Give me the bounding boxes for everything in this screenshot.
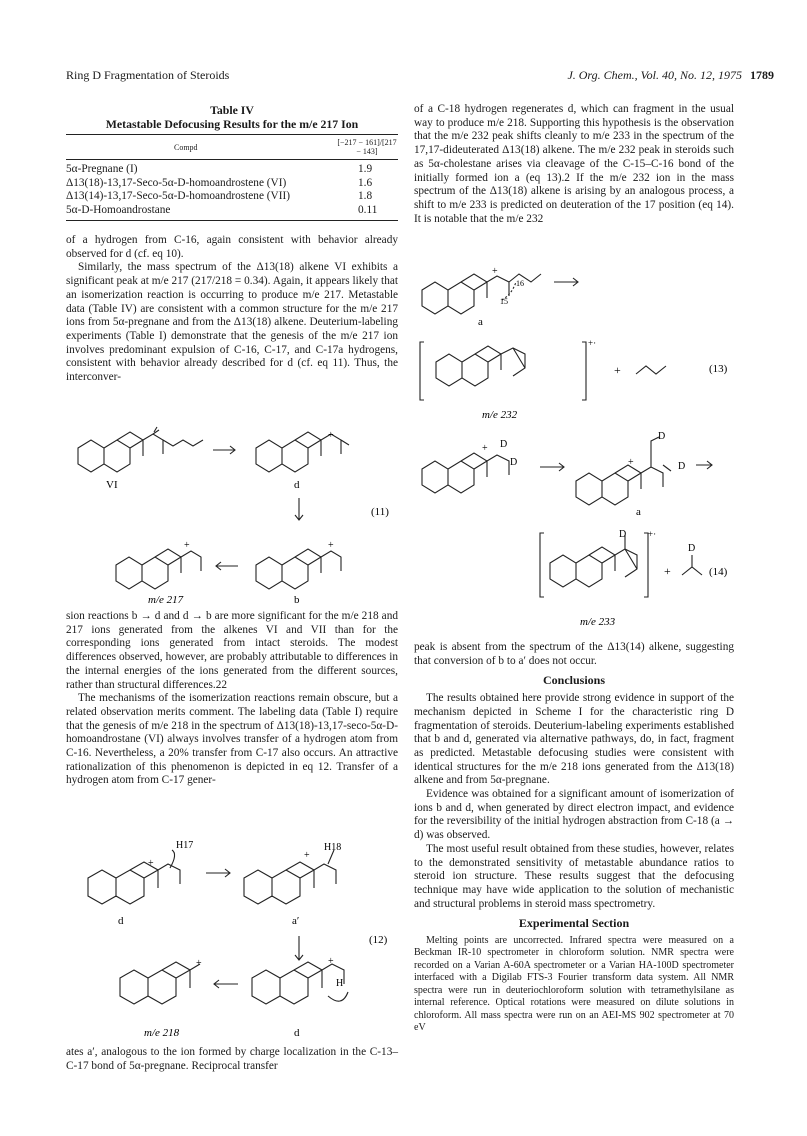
table-col-compd: Compd [174, 142, 198, 152]
svg-text:+: + [664, 564, 671, 578]
deuterated-propene-structure [682, 555, 702, 575]
steroid-structure-m233 [550, 535, 637, 587]
table-cell-value: 1.6 [358, 176, 373, 189]
paragraph: peak is absent from the spectrum of the Δ13(14) alkene, suggesting that conversion of b to a′ does not occur. [414, 641, 734, 667]
table-header-row [66, 135, 398, 159]
page-number: 1789 [750, 68, 774, 82]
label-d-eq12: d [118, 915, 124, 927]
steroid-structure-a-eq14 [576, 437, 671, 505]
journal-name: J. Org. Chem., Vol. 40, No. 12, 1975 [567, 68, 742, 82]
label-d: d [294, 479, 300, 491]
equation-14-scheme [414, 425, 734, 630]
table-cell-value: 1.9 [358, 163, 373, 175]
label-b: b [294, 594, 300, 605]
svg-text:+·: +· [588, 338, 597, 348]
label-d-atom: D [658, 431, 666, 442]
journal-citation [567, 68, 774, 83]
steroid-structure-d [256, 432, 349, 472]
svg-text:+: + [628, 457, 634, 468]
equation-11-scheme [66, 420, 398, 605]
equation-number-14: (14) [709, 566, 728, 578]
label-vi: VI [106, 479, 118, 491]
svg-text:+: + [328, 540, 334, 551]
reaction-arrow-right [554, 278, 578, 286]
steroid-structure-vi [78, 427, 203, 472]
paragraph: Similarly, the mass spectrum of the Δ13(18) alkene VI exhibits a significant peak at m/e 217 (217/218 = 0.34). Again, it appears likely that an isomerization reaction is occurring to produce m/e 217. Metastable data (Table IV) are consistent with a common structure for the m/e 217 ions from 5α-pregnane and from the Δ13(18) alkene. Deuterium-labeling experiments (Table I) demonstrate that the genesis of the m/e 217 ion involves predominant expulsion of C-16, C-17, and C-17a hydrogens, consistent with behavior already described for d (cf. eq 11). Thus, the interconver- [66, 261, 398, 384]
running-title: Ring D Fragmentation of Steroids [66, 68, 230, 82]
label-m218: m/e 218 [144, 1027, 180, 1038]
equation-12-scheme [66, 828, 398, 1038]
reaction-arrow-right [540, 463, 564, 471]
conclusions-heading: Conclusions [542, 673, 606, 688]
reaction-arrow-right [206, 869, 230, 877]
paragraph: The mechanisms of the isomerization reactions remain obscure, but a related observation merits comment. The labeling data (Table I) require that the genesis of m/e 218 in the spectrum of Δ13(18)-13,17-seco-5α-D-homoandrostane (VI) always involves transfer of a hydrogen atom from C-16. Nevertheless, a 20% transfer from C-17 also occurs. An attractive rationalization of this phenomenon is depicted in eq 12. Transfer of a hydrogen atom from C-17 gener- [66, 692, 398, 787]
equation-number-12: (12) [369, 934, 388, 946]
label-a-prime: a′ [292, 915, 300, 927]
label-a-eq13: a [478, 316, 483, 328]
experimental-heading: Experimental Section [518, 916, 630, 931]
svg-text:+: + [304, 850, 310, 861]
reaction-arrow-left [216, 562, 238, 570]
label-16: 16 [516, 279, 524, 288]
table-row [66, 190, 398, 204]
svg-text:+: + [184, 540, 190, 551]
equation-number-11: (11) [371, 506, 389, 518]
steroid-structure-m232 [436, 346, 525, 386]
paragraph: sion reactions b → d and d → b are more significant for the m/e 218 and 217 ions generated from the alkenes VI and VII than for the corresponding ions generated from intact steroids. The modest differences observed, however, are probably attributable to differences in the internal energies of the ions generated from the different sources, rather than structural differences.22 [66, 610, 398, 691]
left-text-block-1 [66, 234, 398, 385]
label-d-atom: D [500, 439, 508, 450]
table-bottom-rule [66, 220, 398, 221]
table-col-ratio: [−217 − 161]/[217 − 143] [337, 138, 397, 156]
paragraph: Evidence was obtained for a significant amount of isomerization of ions b and d, when generated by direct electron impact, and evidence for the reversibility of the initial hydrogen abstraction from C-18 (a → d) was observed. [414, 788, 734, 842]
reaction-arrow-right [696, 461, 712, 469]
svg-text:+: + [328, 956, 334, 967]
label-m233: m/e 233 [580, 616, 616, 628]
steroid-structure-218 [120, 962, 200, 1004]
steroid-structure-a-prime [244, 850, 336, 904]
paragraph: of a C-18 hydrogen regenerates d, which can fragment in the usual way to produce m/e 218. Supporting this hypothesis is the observation that the m/e 232 peak shifts cleanly to m/e 233 in the spectrum of the 17,17-dideuterated Δ13(18) alkene. The m/e 232 peak in steroids such as 5α-cholestane arises via cleavage of the C-15–C-16 bond of the initially formed ion a (eq 13).2 If the m/e 232 ion in the mass spectrum of the Δ13(18) alkene is arising by an analogous process, a shift to m/e 233 is predicted on deuteration of the 17 position (eq 14). It is notable that the m/e 232 [414, 103, 734, 225]
table-cell-value: 0.11 [358, 203, 378, 216]
right-text-block-1 [414, 103, 734, 226]
table-row [66, 177, 398, 191]
label-d-atom: D [688, 543, 696, 554]
label-d-atom: D [510, 457, 518, 468]
table-row [66, 163, 398, 177]
table-cell-compound: 5α-Pregnane (I) [66, 163, 138, 175]
bracket [420, 342, 586, 400]
equation-number-13: (13) [709, 363, 728, 375]
table-header-rule [66, 159, 398, 160]
reaction-arrow-left [214, 980, 238, 988]
label-m232: m/e 232 [482, 409, 518, 421]
table-cell-value: 1.8 [358, 190, 373, 202]
table-row [66, 204, 398, 218]
table-cell-compound: 5α-D-Homoandrostane [66, 203, 171, 216]
steroid-structure-217 [116, 549, 201, 589]
table-title: Metastable Defocusing Results for the m/e 217 Ion [105, 117, 359, 131]
reaction-arrow-down [295, 936, 303, 960]
table-cell-compound: Δ13(14)-13,17-Seco-5α-D-homoandrostene (VII) [66, 190, 290, 202]
propene-structure [636, 366, 666, 374]
steroid-structure-d-eq12 [88, 850, 180, 904]
label-d2-eq12: d [294, 1027, 300, 1038]
table-title-number: Table IV [210, 103, 254, 117]
table-cell-compound: Δ13(18)-13,17-Seco-5α-D-homoandrostene (VI) [66, 176, 287, 189]
svg-text:+·: +· [648, 529, 657, 539]
label-h17: H17 [176, 840, 194, 851]
label-a-eq14: a [636, 506, 641, 518]
label-d-atom: D [619, 529, 627, 540]
table-iv [66, 103, 398, 221]
left-text-block-3 [66, 1046, 398, 1073]
equation-13-scheme [414, 250, 734, 425]
steroid-structure-deuterated [422, 453, 509, 493]
svg-text:H: H [336, 978, 344, 989]
paragraph: Melting points are uncorrected. Infrared spectra were measured on a Beckman IR-10 spectrometer in chloroform solution. NMR spectra were recorded on a Varian A-60A spectrometer or a Varian HA-100D spectrometer interfaced with a Digilab FTS-3 Fourier transform data system. All NMR spectra were run in deuteriochloroform solution with tetramethylsilane as internal reference. Optical rotations were measured on dilute solutions in chloroform. All mass spectra were run on an AEI-MS 902 spectrometer at 70 eV [414, 935, 734, 1033]
label-d-atom: D [678, 461, 686, 472]
svg-text:+: + [148, 858, 154, 869]
svg-text:+: + [196, 958, 202, 969]
right-text-block-2 [414, 641, 734, 1034]
svg-text:+: + [328, 430, 334, 441]
left-text-block-2 [66, 610, 398, 788]
reaction-arrow-down [295, 498, 303, 520]
steroid-structure-d2-eq12 [252, 962, 348, 1004]
bracket [540, 533, 648, 597]
paragraph: ates a′, analogous to the ion formed by charge localization in the C-13–C-17 bond of 5α-pregnane. Reciprocal transfer [66, 1046, 398, 1072]
svg-text:+: + [482, 443, 488, 454]
reaction-arrow-right [213, 446, 235, 454]
paragraph: The most useful result obtained from these studies, however, relates to the demonstrated sensitivity of metastable abundance ratios to steroid ion structure. These results suggest that the defocusing technique may have wide application to the solution of mechanistic and structural problems in steroid mass spectrometry. [414, 842, 734, 910]
label-m217: m/e 217 [148, 594, 184, 605]
svg-text:+: + [492, 266, 498, 277]
svg-text:+: + [614, 363, 621, 377]
paragraph: of a hydrogen from C-16, again consistent with behavior already observed for d (cf. eq 10). [66, 234, 398, 260]
label-15: 15 [500, 297, 508, 306]
paragraph: The results obtained here provide strong evidence in support of the mechanism depicted in Scheme I for the characteristic ring D fragmentation of steroids. Deuterium-labeling experiments established that b and d, generated via alternative pathways, do, in fact, fragment as predicted. Metastable defocusing studies were consistent with identical structures for the m/e 218 ions generated from the Δ13(18) alkene and from 5α-pregnane. [414, 692, 734, 787]
label-h18: H18 [324, 842, 342, 853]
steroid-structure-b [256, 549, 341, 589]
